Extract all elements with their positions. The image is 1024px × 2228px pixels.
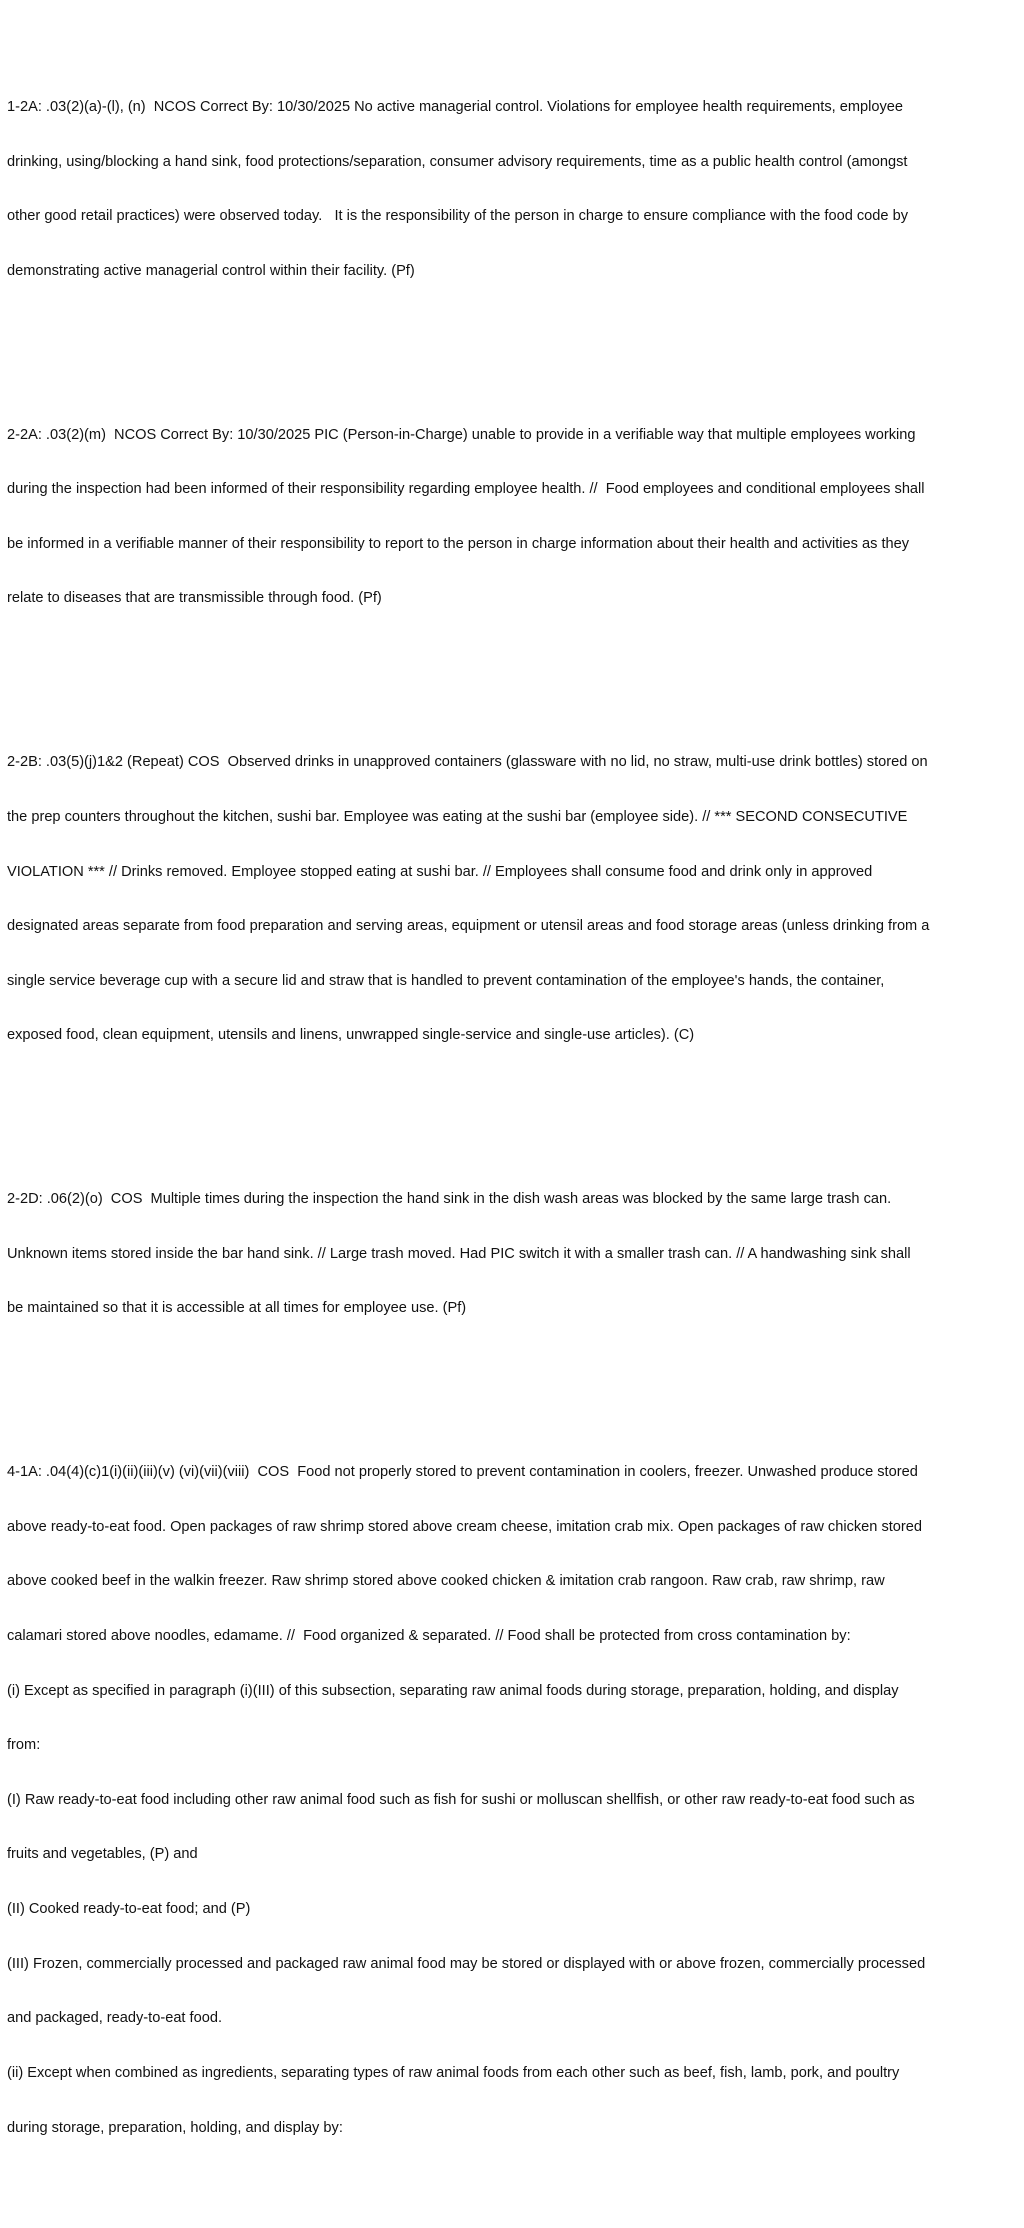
violation-text-line: be maintained so that it is accessible at all times for employee use. (Pf) (7, 1300, 467, 1317)
violation-2-2d (7, 1154, 1017, 1354)
violation-2-2a (7, 389, 1017, 644)
violation-text-line: the prep counters throughout the kitchen, sushi bar. Employee was eating at the sushi bar (employee side). // *** SECOND CONSECUTIVE (7, 808, 908, 825)
violation-text-line: during the inspection had been informed of their responsibility regarding employee health. // Food employees and conditional employees shall (7, 481, 925, 498)
violation-text-line: above ready-to-eat food. Open packages of raw shrimp stored above cream cheese, imitation crab mix. Open packages of raw chicken stored (7, 1518, 923, 1535)
violation-text-line: 2-2B: .03(5)(j)1&2 (Repeat) COS Observed drinks in unapproved containers (glassware with no lid, no straw, multi-use drink bottles) stored on (7, 754, 928, 771)
violation-text-line: fruits and vegetables, (P) and (7, 1846, 198, 1863)
violation-text-line: 4-1A: .04(4)(c)1(i)(ii)(iii)(v) (vi)(vii)(viii) COS Food not properly stored to prevent contamination in coolers, freezer. Unwashed produce stored (7, 1464, 918, 1481)
violation-text-line: and packaged, ready-to-eat food. (7, 2010, 223, 2027)
violation-text-line: 2-2A: .03(2)(m) NCOS Correct By: 10/30/2025 PIC (Person-in-Charge) unable to provide in a verifiable way that multiple employees working (7, 426, 916, 443)
violation-text-line: single service beverage cup with a secure lid and straw that is handled to prevent contamination of the employee's hands, the container, (7, 972, 885, 989)
violation-text-line: (III) Frozen, commercially processed and packaged raw animal food may be stored or displayed with or above frozen, commercially processed (7, 1955, 926, 1972)
violation-text-line: calamari stored above noodles, edamame. // Food organized & separated. // Food shall be protected from cross contamination by: (7, 1628, 851, 1645)
violation-text-line: other good retail practices) were observed today. It is the responsibility of the person in charge to ensure compliance with the food code by (7, 208, 908, 225)
violation-text-line: exposed food, clean equipment, utensils and linens, unwrapped single-service and single-use articles). (C) (7, 1027, 695, 1044)
violation-2-2b (7, 717, 1017, 1081)
violation-text-line: drinking, using/blocking a hand sink, food protections/separation, consumer advisory requirements, time as a public health control (amongst (7, 153, 908, 170)
violation-text-line: (I) Raw ready-to-eat food including other raw animal food such as fish for sushi or molluscan shellfish, or other raw ready-to-eat food such as (7, 1791, 915, 1808)
violation-text-line: be informed in a verifiable manner of their responsibility to report to the person in charge information about their health and activities as they (7, 535, 910, 552)
violation-text-line: 1-2A: .03(2)(a)-(l), (n) NCOS Correct By: 10/30/2025 No active managerial control. Violations for employee health requirements, employee (7, 99, 904, 116)
violation-text-line: relate to diseases that are transmissible through food. (Pf) (7, 590, 382, 607)
violation-text-line: (ii) Except when combined as ingredients, separating types of raw animal foods from each other such as beef, fish, lamb, pork, and poultry (7, 2064, 900, 2081)
violation-text-line: during storage, preparation, holding, and display by: (7, 2119, 343, 2136)
violation-4-1a (7, 1427, 1017, 2173)
violation-text-line: VIOLATION *** // Drinks removed. Employee stopped eating at sushi bar. // Employees shall consume food and drink only in approved (7, 863, 873, 880)
violation-text-line: 2-2D: .06(2)(o) COS Multiple times during the inspection the hand sink in the dish wash areas was blocked by the same large trash can. (7, 1191, 892, 1208)
violation-text-line: demonstrating active managerial control within their facility. (Pf) (7, 262, 415, 279)
violation-1-2a (7, 62, 1017, 317)
violation-text-line: above cooked beef in the walkin freezer. Raw shrimp stored above cooked chicken & imitation crab rangoon. Raw crab, raw shrimp, raw (7, 1573, 885, 1590)
violation-text-line: (II) Cooked ready-to-eat food; and (P) (7, 1901, 251, 1918)
violation-text-line: designated areas separate from food preparation and serving areas, equipment or utensil areas and food storage areas (unless drinking from a (7, 918, 930, 935)
inspection-violations-document (7, 7, 1017, 2228)
violation-text-line: (i) Except as specified in paragraph (i)(III) of this subsection, separating raw animal foods during storage, preparation, holding, and display (7, 1682, 899, 1699)
violation-text-line: Unknown items stored inside the bar hand sink. // Large trash moved. Had PIC switch it with a smaller trash can. // A handwashing sink shall (7, 1245, 911, 1262)
violation-text-line: from: (7, 1737, 41, 1754)
